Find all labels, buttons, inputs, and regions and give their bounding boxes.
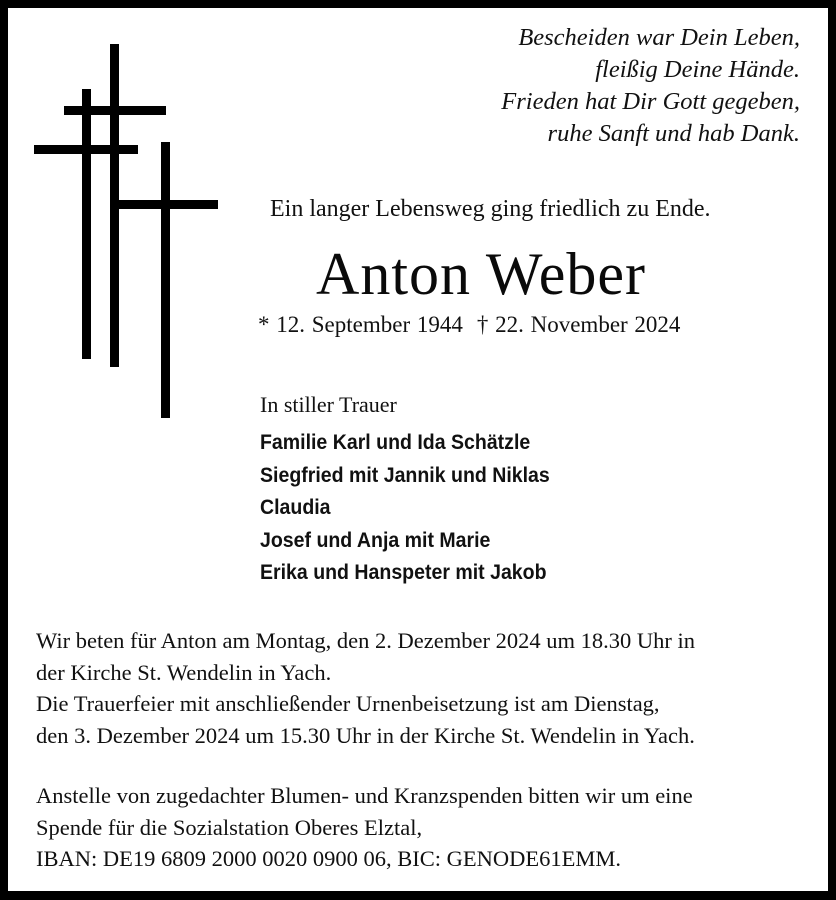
donation-info xyxy=(36,780,693,875)
cross-left-beam-icon xyxy=(82,89,91,359)
poem-line: ruhe Sanft und hab Dank. xyxy=(547,120,800,147)
service-line: den 3. Dezember 2024 um 15.30 Uhr in der Kirche St. Wendelin in Yach. xyxy=(36,722,695,748)
three-crosses-icon xyxy=(34,44,220,418)
family-member: Erika und Hanspeter mit Jakob xyxy=(260,561,547,584)
service-line: Wir beten für Anton am Montag, den 2. Dezember 2024 um 18.30 Uhr in xyxy=(36,628,695,653)
poem-verse xyxy=(501,22,800,150)
cross-right-arm-icon xyxy=(116,200,218,209)
donation-line: Anstelle von zugedachter Blumen- und Kranzspenden bitten wir um eine xyxy=(36,783,693,808)
family-list xyxy=(260,427,572,590)
family-member: Siegfried mit Jannik und Niklas xyxy=(260,463,550,487)
cross-right-beam-icon xyxy=(161,142,170,418)
cross-tall-arm-icon xyxy=(64,106,166,115)
poem-line: Bescheiden war Dein Leben, xyxy=(518,24,800,51)
mourning-label: In stiller Trauer xyxy=(260,392,397,417)
deceased-name: Anton Weber xyxy=(316,241,646,307)
family-member: Claudia xyxy=(260,496,331,519)
family-member: Familie Karl und Ida Schätzle xyxy=(260,431,531,454)
service-line: Die Trauerfeier mit anschließender Urnenbeisetzung ist am Dienstag, xyxy=(36,691,660,716)
death-date: † 22. November 2024 xyxy=(476,312,681,337)
service-line: der Kirche St. Wendelin in Yach. xyxy=(36,659,332,685)
service-info xyxy=(36,625,695,751)
donation-line: Spende für die Sozialstation Oberes Elztal, xyxy=(36,814,423,840)
life-dates xyxy=(258,312,680,338)
intro-text: Ein langer Lebensweg ging friedlich zu Ende. xyxy=(270,196,711,222)
donation-line: IBAN: DE19 6809 2000 0020 0900 06, BIC: GENODE61EMM. xyxy=(36,846,621,871)
poem-line: Frieden hat Dir Gott gegeben, xyxy=(501,88,800,115)
birth-date: * 12. September 1944 xyxy=(258,312,463,337)
cross-left-arm-icon xyxy=(34,145,138,154)
poem-line: fleißig Deine Hände. xyxy=(595,56,800,83)
family-member: Josef und Anja mit Marie xyxy=(260,528,491,552)
